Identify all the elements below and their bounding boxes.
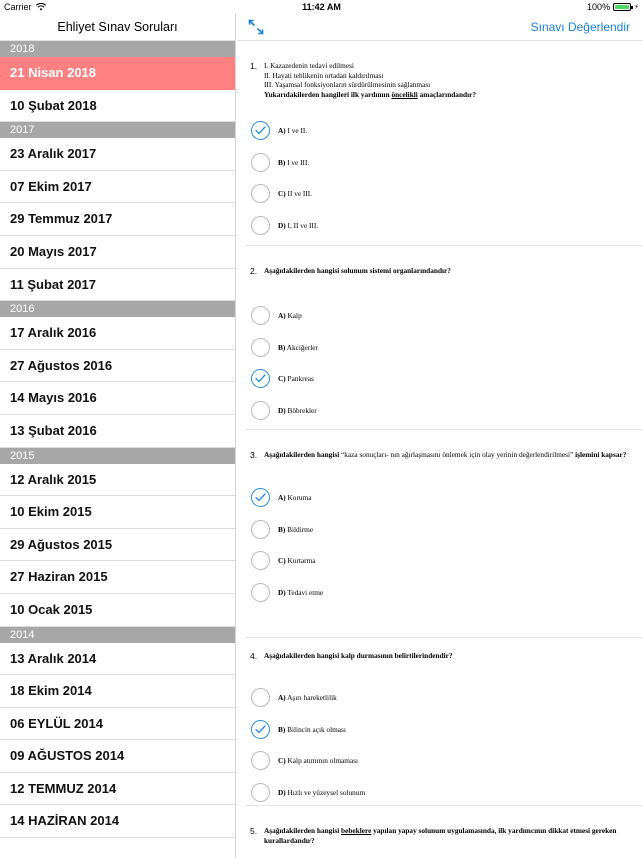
option-value: I ve III. — [287, 157, 310, 167]
exam-date-item[interactable]: 13 Şubat 2016 — [0, 415, 235, 448]
exam-date-item[interactable]: 29 Temmuz 2017 — [0, 203, 235, 236]
radio-icon[interactable] — [251, 783, 270, 802]
option-value: Kurtarma — [287, 556, 316, 566]
option-text — [278, 343, 318, 352]
sidebar-title: Ehliyet Sınav Soruları — [0, 14, 235, 41]
radio-icon[interactable] — [251, 688, 270, 707]
option-label: D) — [278, 405, 286, 415]
option-value: Hızlı ve yüzeysel solunum — [287, 787, 366, 797]
option-label: B) — [278, 724, 286, 734]
question-stem: Yukarıdakilerden hangileri ilk yardımın öncelikli amaçlarındandır? — [264, 89, 476, 99]
exam-date-item[interactable]: 12 TEMMUZ 2014 — [0, 773, 235, 806]
exam-date-item[interactable]: 18 Ekim 2014 — [0, 675, 235, 708]
exam-date-item[interactable]: 10 Ekim 2015 — [0, 496, 235, 529]
option-label: C) — [278, 756, 286, 766]
radio-icon[interactable] — [251, 551, 270, 570]
option-text — [278, 588, 323, 597]
option-value: Kalp — [287, 311, 302, 321]
section-header-2017: 2017 — [0, 122, 235, 138]
question-stem: Aşağıdakilerden hangisi kalp durmasının belirtilerindendir? — [264, 651, 453, 660]
radio-icon[interactable] — [251, 583, 270, 602]
option-text — [278, 311, 302, 320]
option-value: Bilincin açık olması — [287, 724, 346, 734]
option-text — [278, 374, 314, 383]
question-stem: Aşağıdakilerden hangisi bebeklere yapılan yapay solunum uygulamasında, ilk yardımcının dikkat etmesi gereken kurallardandır? — [264, 826, 617, 845]
exam-date-item[interactable]: 09 AĞUSTOS 2014 — [0, 740, 235, 773]
option-value: Kalp atımının olmaması — [287, 756, 359, 766]
exam-date-item[interactable]: 14 Mayıs 2016 — [0, 382, 235, 415]
option-text — [278, 756, 358, 765]
option-value: Böbrekler — [287, 405, 317, 415]
question-number: 4. — [250, 651, 258, 661]
carrier-label: Carrier — [4, 2, 32, 12]
answer-option[interactable] — [251, 577, 643, 609]
question-number: 5. — [250, 826, 258, 836]
answer-option[interactable] — [251, 545, 643, 577]
expand-icon[interactable] — [247, 18, 265, 36]
exam-date-item[interactable]: 13 Aralık 2014 — [0, 643, 235, 676]
option-text — [278, 189, 312, 198]
radio-icon[interactable] — [251, 184, 270, 203]
radio-icon[interactable] — [251, 401, 270, 420]
question-number: 2. — [250, 266, 258, 276]
option-label: C) — [278, 189, 286, 199]
answer-option[interactable] — [251, 332, 643, 364]
charging-icon: ⚡ — [634, 4, 639, 11]
answer-option[interactable] — [251, 482, 643, 514]
option-text — [278, 221, 318, 230]
evaluate-exam-button[interactable]: Sınavı Değerlendir — [530, 20, 630, 34]
option-text — [278, 158, 309, 167]
question-1 — [245, 41, 643, 246]
radio-checked-icon[interactable] — [251, 720, 270, 739]
option-value: Pankreas — [287, 374, 314, 384]
option-value: I ve II. — [287, 126, 308, 136]
exam-date-list[interactable] — [0, 41, 235, 838]
answer-option[interactable] — [251, 777, 643, 809]
answer-options — [245, 300, 643, 426]
option-value: Tedavi etme — [287, 587, 324, 597]
exam-date-item[interactable]: 29 Ağustos 2015 — [0, 529, 235, 562]
option-label: B) — [278, 342, 286, 352]
question-5 — [245, 806, 643, 845]
option-label: A) — [278, 693, 286, 703]
answer-options — [245, 682, 643, 808]
answer-option[interactable] — [251, 745, 643, 777]
radio-checked-icon[interactable] — [251, 369, 270, 388]
radio-checked-icon[interactable] — [251, 121, 270, 140]
question-3 — [245, 430, 643, 638]
option-text — [278, 725, 346, 734]
question-line: III. Yaşamsal fonksiyonların sürdürülmesinin sağlanması — [264, 80, 431, 89]
exam-date-item[interactable]: 10 Ocak 2015 — [0, 594, 235, 627]
exam-date-item[interactable]: 21 Nisan 2018 — [0, 57, 235, 90]
radio-icon[interactable] — [251, 338, 270, 357]
option-text — [278, 406, 317, 415]
exam-date-item[interactable]: 07 Ekim 2017 — [0, 171, 235, 204]
answer-option[interactable] — [251, 300, 643, 332]
radio-icon[interactable] — [251, 216, 270, 235]
option-label: D) — [278, 220, 286, 230]
question-2 — [245, 246, 643, 430]
exam-date-item[interactable]: 17 Aralık 2016 — [0, 317, 235, 350]
battery-icon — [613, 3, 631, 11]
option-value: Bildirme — [287, 524, 314, 534]
answer-option[interactable] — [251, 363, 643, 395]
option-value: Aşırı hareketlilik — [287, 693, 337, 703]
option-label: B) — [278, 524, 286, 534]
question-stem: Aşağıdakilerden hangisi “kaza sonuçları- nın ağırlaşmasını önlemek için olay yerinin değerlendirilmesi” işlemini kapsar? — [264, 450, 627, 459]
section-header-2014: 2014 — [0, 627, 235, 643]
question-line: II. Hayati tehlikenin ortadan kaldırılması — [264, 70, 384, 80]
option-text — [278, 126, 307, 135]
option-label: B) — [278, 157, 286, 167]
exam-date-item[interactable]: 14 HAZİRAN 2014 — [0, 805, 235, 838]
option-value: Akciğerler — [286, 342, 318, 352]
option-label: D) — [278, 587, 286, 597]
section-header-2016: 2016 — [0, 301, 235, 317]
exam-date-item[interactable]: 12 Aralık 2015 — [0, 464, 235, 497]
option-value: Koruma — [287, 493, 312, 503]
exam-date-item[interactable]: 20 Mayıs 2017 — [0, 236, 235, 269]
option-label: C) — [278, 374, 286, 384]
option-text — [278, 493, 311, 502]
radio-checked-icon[interactable] — [251, 488, 270, 507]
option-text — [278, 693, 337, 702]
answer-option[interactable] — [251, 178, 643, 210]
answer-option[interactable] — [251, 514, 643, 546]
exam-date-item[interactable]: 23 Aralık 2017 — [0, 138, 235, 171]
exam-date-item[interactable]: 27 Ağustos 2016 — [0, 350, 235, 383]
answer-options — [245, 482, 643, 608]
option-label: A) — [278, 493, 286, 503]
answer-option[interactable] — [251, 210, 643, 242]
battery-percent: 100% — [587, 2, 611, 12]
option-label: A) — [278, 311, 286, 321]
exam-date-item[interactable]: 27 Haziran 2015 — [0, 561, 235, 594]
answer-option[interactable] — [251, 115, 643, 147]
question-line: I. Kazazedenin tedavi edilmesi — [264, 61, 354, 70]
option-text — [278, 788, 365, 797]
exam-date-item[interactable]: 10 Şubat 2018 — [0, 90, 235, 123]
radio-icon[interactable] — [251, 751, 270, 770]
answer-option[interactable] — [251, 147, 643, 179]
question-stem: Aşağıdakilerden hangisi solunum sistemi organlarındandır? — [264, 266, 451, 275]
answer-option[interactable] — [251, 395, 643, 427]
navigation-bar — [237, 14, 643, 41]
exam-date-item[interactable]: 06 EYLÜL 2014 — [0, 708, 235, 741]
section-header-2015: 2015 — [0, 448, 235, 464]
section-header-2018: 2018 — [0, 41, 235, 57]
question-number: 1. — [250, 61, 258, 71]
option-label: A) — [278, 126, 286, 136]
question-panel — [237, 14, 643, 858]
battery-info — [587, 2, 639, 12]
answer-option[interactable] — [251, 714, 643, 746]
option-label: D) — [278, 787, 286, 797]
exam-date-item[interactable]: 11 Şubat 2017 — [0, 269, 235, 302]
option-text — [278, 556, 316, 565]
status-time: 11:42 AM — [302, 2, 341, 12]
question-number: 3. — [250, 450, 258, 460]
option-label: C) — [278, 556, 286, 566]
radio-icon[interactable] — [251, 306, 270, 325]
answer-option[interactable] — [251, 682, 643, 714]
radio-icon[interactable] — [251, 153, 270, 172]
option-value: II ve III. — [287, 189, 313, 199]
option-value: I, II ve III. — [287, 220, 319, 230]
question-4 — [245, 638, 643, 806]
exam-list-sidebar — [0, 14, 236, 858]
option-text — [278, 525, 313, 534]
radio-icon[interactable] — [251, 520, 270, 539]
question-text — [262, 61, 486, 99]
answer-options — [245, 115, 643, 241]
status-bar — [0, 0, 643, 14]
